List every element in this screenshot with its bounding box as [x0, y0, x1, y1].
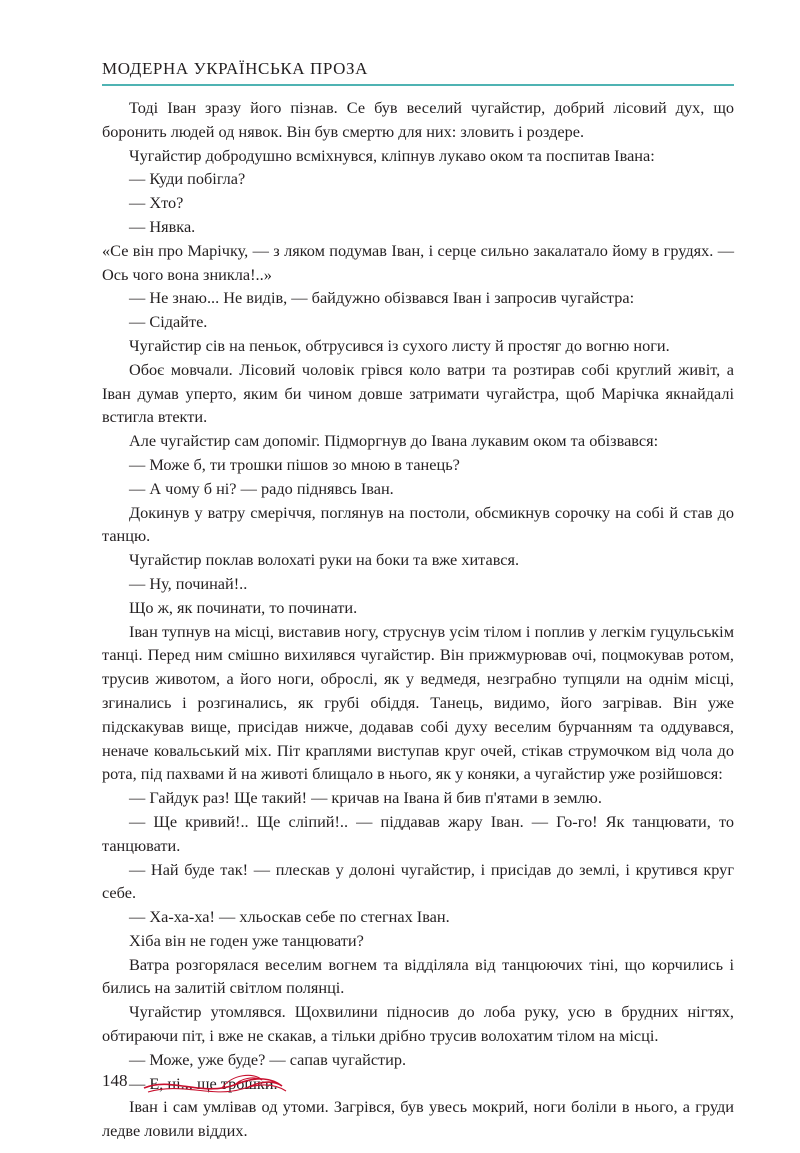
paragraph: Чугайстир сів на пеньок, обтрусився із сухого листу й простяг до вогню ноги. [129, 335, 670, 355]
paragraph: Чугайстир поклав волохаті руки на боки та вже хитався. [129, 550, 520, 570]
body-text [102, 96, 734, 1143]
paragraph: — Ха-ха-ха! — хльоскав себе по стегнах Іван. [129, 907, 450, 927]
paragraph: — Хто? [129, 193, 184, 213]
paragraph: «Се він про Марічку, — з ляком подумав Іван, і серце сильно закалатало йому в грудях. — Ось чого вона зникла!..» [102, 240, 734, 284]
paragraph: — Гайдук раз! Ще такий! — кричав на Івана й бив п'ятами в землю. [129, 788, 602, 808]
paragraph: — А чому б ні? — радо піднявсь Іван. [129, 478, 394, 498]
paragraph: Але чугайстир сам допоміг. Підморгнув до Івана лукавим оком та обізвався: [129, 431, 659, 451]
page-number: 148 [102, 1071, 128, 1090]
paragraph: Тоді Іван зразу його пізнав. Се був веселий чугайстир, добрий лісовий дух, що боронить людей од нявок. Він був смертю для них: зловить і роздере. [102, 98, 734, 141]
paragraph: — Е, ні... ще трошки. [129, 1073, 278, 1093]
paragraph: Ватра розгорялася веселим вогнем та відділяла від танцюючих тіні, що корчились і бились на залитій світлом полянці. [102, 954, 734, 998]
paragraph: — Нявка. [129, 216, 196, 236]
paragraph: — Куди побігла? [129, 169, 246, 189]
paragraph: — Не знаю... Не видів, — байдужно обізвався Іван і запросив чугайстра: [129, 288, 635, 308]
paragraph: Обоє мовчали. Лісовий чоловік грівся коло ватри та розтирав собі круглий живіт, а Іван думав уперто, яким би чином довше затримати чугайстра, щоб Марічка якнайдалі встигла втекти. [102, 359, 734, 427]
paragraph: — Сідайте. [129, 312, 208, 332]
paragraph: Що ж, як починати, то починати. [129, 597, 358, 617]
header-rule [102, 84, 734, 86]
paragraph: — Най буде так! — плескав у долоні чугайстир, і присідав до землі, і крутився круг себе. [102, 859, 734, 903]
paragraph: Чугайстир добродушно всміхнувся, кліпнув лукаво оком та поспитав Івана: [129, 145, 655, 165]
paragraph: — Може, уже буде? — сапав чугайстир. [129, 1049, 407, 1069]
running-header: МОДЕРНА УКРАЇНСЬКА ПРОЗА [102, 59, 369, 78]
page-footer [102, 1068, 302, 1108]
paragraph: — Може б, ти трошки пішов зо мною в танець? [129, 454, 460, 474]
paragraph: — Ну, починай!.. [129, 573, 248, 593]
paragraph: — Ще кривий!.. Ще сліпий!.. — піддавав жару Іван. — Го-го! Як танцювати, то танцювати. [102, 811, 734, 855]
paragraph: Хіба він не годен уже танцювати? [129, 930, 364, 950]
paragraph: Чугайстир утомлявся. Щохвилини підносив до лоба руку, усю в брудних нігтях, обтираючи піт, і вже не скакав, а тільки дрібно трусив волохатим тілом на місці. [102, 1002, 734, 1046]
paragraph: Докинув у ватру смеріччя, поглянув на постоли, обсмикнув сорочку на собі й став до танцю. [102, 502, 734, 546]
paragraph: Іван тупнув на місці, виставив ногу, струснув усім тілом і поплив у легкім гуцульськім танці. Перед ним смішно вихилявся чугайстир. Він прижмурював очі, поцмокував ротом, трусив животом, а його ноги, оброслі, як у ведмедя, незграбно тупцяли на однім місці, згинались і розгинались, як грубі обіддя. Танець, видимо, його загрівав. Він уже підскакував вище, присідав нижче, додавав собі духу веселим бурчанням та оддувався, неначе ковальський міх. Піт краплями виступав круг очей, стікав струмочком від чола до рота, під пахвами й на животі блищало в нього, як у коняки, а чугайстир уже розійшовся: [102, 621, 734, 784]
flourish-ornament-icon [142, 1068, 292, 1098]
paragraph: Іван і сам умлівав од утоми. Загрівся, був увесь мокрий, ноги боліли в нього, а груди ледве ловили віддих. [102, 1097, 734, 1141]
